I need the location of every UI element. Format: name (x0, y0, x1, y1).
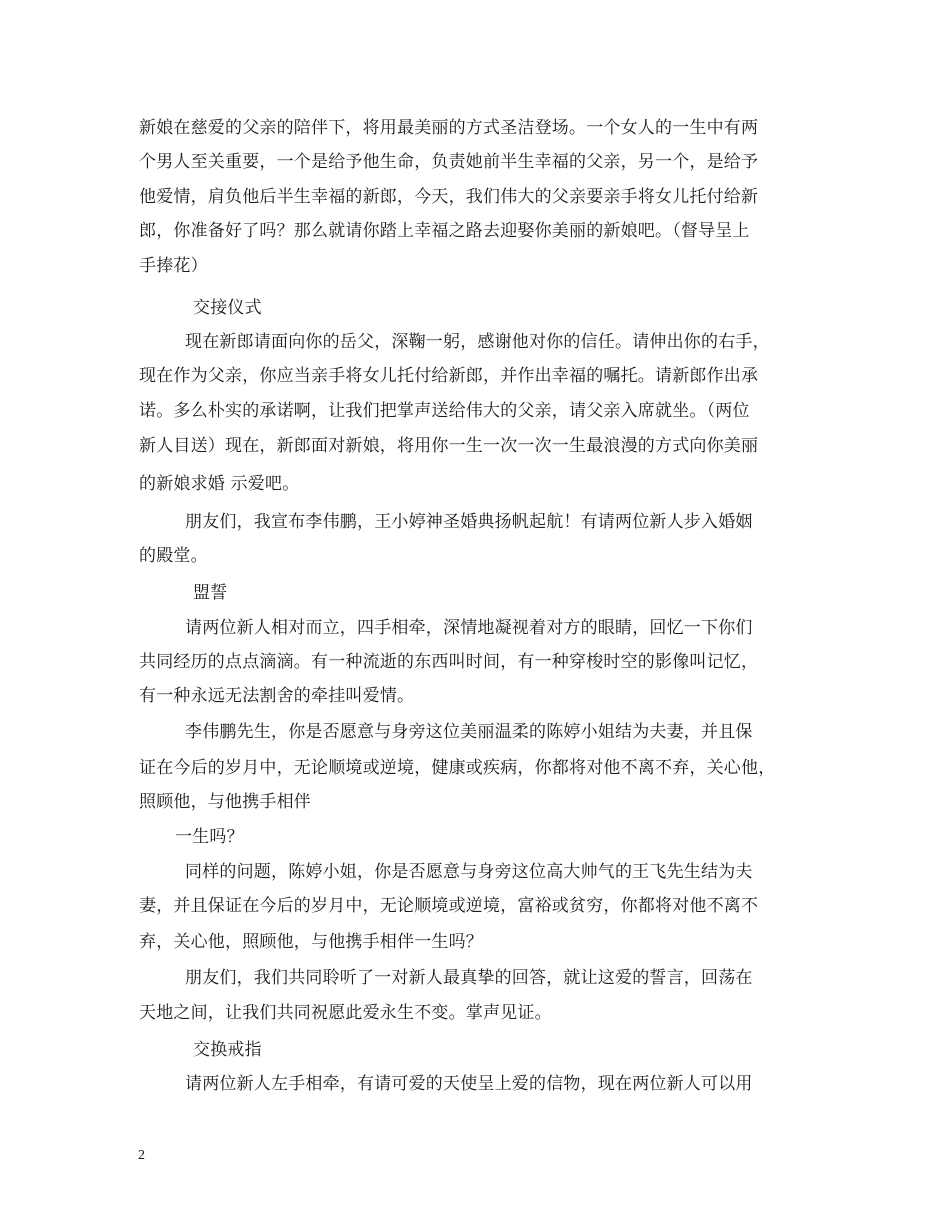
paragraph-start-line: 同样的问题，陈婷小姐，你是否愿意与身旁这位高大帅气的王飞先生结为夫 (185, 862, 753, 882)
paragraph-start-line: 请两位新人相对而立，四手相牵，深情地凝视着对方的眼睛，回忆一下你们 (185, 618, 753, 638)
text-line: 照顾他，与他携手相伴 (139, 792, 311, 812)
text-line: 他爱情，肩负他后半生幸福的新郎，今天，我们伟大的父亲要亲手将女儿托付给新 (139, 187, 759, 207)
text-line: 的新娘求婚 示爱吧。 (139, 474, 300, 494)
text-line: 新人目送）现在，新郎面对新娘，将用你一生一次一次一生最浪漫的方式向你美丽 (139, 436, 759, 456)
text-line: 个男人至关重要，一个是给予他生命，负责她前半生幸福的父亲，另一个，是给予 (139, 152, 759, 172)
text-line: 共同经历的点点滴滴。有一种流逝的东西叫时间，有一种穿梭时空的影像叫记忆， (139, 652, 759, 672)
section-heading: 交接仪式 (193, 298, 262, 318)
text-line: 郎，你准备好了吗？那么就请你踏上幸福之路去迎娶你美丽的新娘吧。（督导呈上 (139, 221, 750, 241)
text-line: 有一种永远无法割舍的牵挂叫爱情。 (139, 686, 415, 706)
paragraph-start-line: 请两位新人左手相牵，有请可爱的天使呈上爱的信物，现在两位新人可以用 (185, 1074, 753, 1094)
text-line: 手捧花） (139, 256, 208, 276)
text-line: 的殿堂。 (139, 546, 208, 566)
paragraph-start-line: 现在新郎请面向你的岳父，深鞠一躬，感谢他对你的信任。请伸出你的右手， (185, 332, 770, 352)
paragraph-start-line: 朋友们，我宣布李伟鹏，王小婷神圣婚典扬帆起航！有请两位新人步入婚姻 (185, 512, 753, 532)
paragraph-start-line: 朋友们，我们共同聆听了一对新人最真挚的回答，就让这爱的誓言，回荡在 (185, 968, 753, 988)
section-heading: 盟誓 (193, 583, 228, 603)
text-line: 天地之间，让我们共同祝愿此爱永生不变。掌声见证。 (139, 1003, 552, 1023)
paragraph-start-line: 李伟鹏先生，你是否愿意与身旁这位美丽温柔的陈婷小姐结为夫妻，并且保 (185, 722, 753, 742)
section-heading: 交换戒指 (193, 1040, 262, 1060)
text-line: 现在作为父亲，你应当亲手将女儿托付给新郎，并作出幸福的嘱托。请新郎作出承 (139, 366, 759, 386)
text-line: 新娘在慈爱的父亲的陪伴下，将用最美丽的方式圣洁登场。一个女人的一生中有两 (139, 118, 759, 138)
text-line: 弃，关心他，照顾他，与他携手相伴一生吗？ (139, 932, 483, 952)
text-line: 一生吗？ (175, 827, 244, 847)
page-number: 2 (138, 1148, 145, 1163)
text-line: 妻，并且保证在今后的岁月中，无论顺境或逆境，富裕或贫穷，你都将对他不离不 (139, 896, 759, 916)
text-line: 证在今后的岁月中，无论顺境或逆境，健康或疾病，你都将对他不离不弃，关心他， (139, 758, 776, 778)
text-line: 诺。多么朴实的承诺啊，让我们把掌声送给伟大的父亲，请父亲入席就坐。（两位 (139, 401, 750, 421)
